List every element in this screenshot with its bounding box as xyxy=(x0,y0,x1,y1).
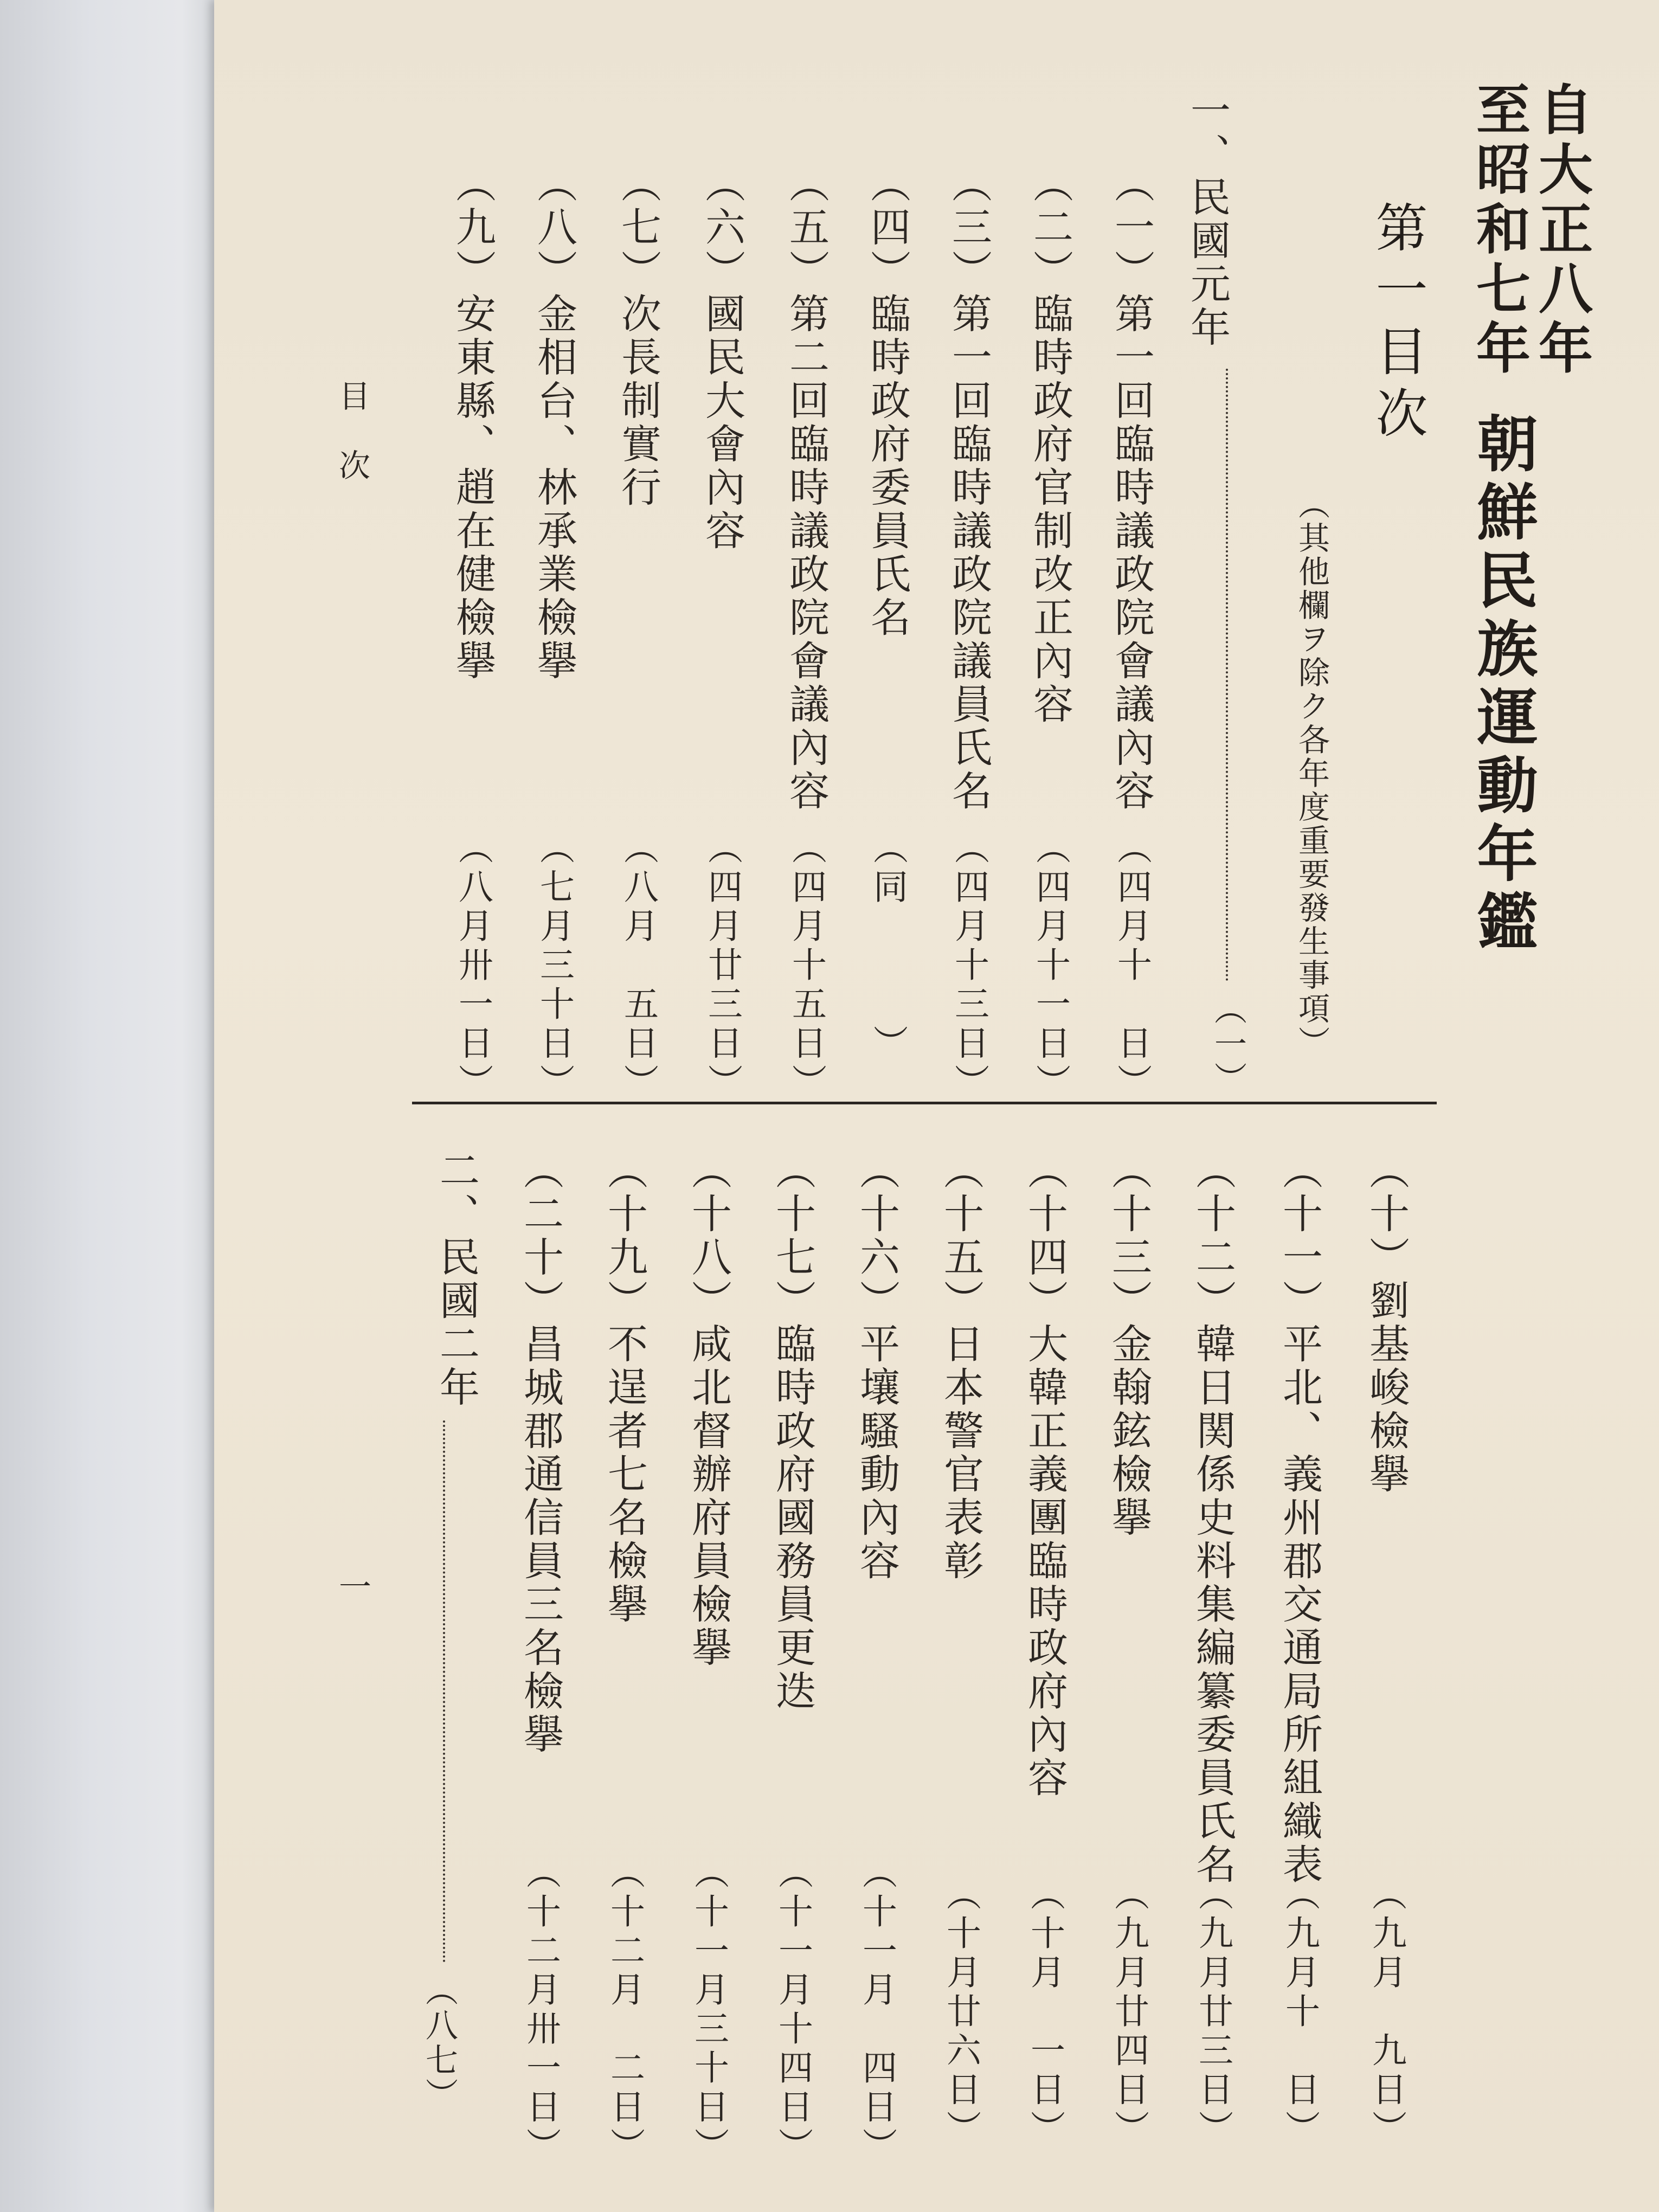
section-leader-1 xyxy=(1226,369,1228,981)
toc-entry-8: （八）金相台、林承業檢擧 xyxy=(531,163,577,683)
toc-entry-10: （十）劉基峻檢擧 xyxy=(1363,1149,1410,1496)
toc-entry-1: （一）第一回臨時議政院會議內容 xyxy=(1108,163,1155,813)
table-surface xyxy=(0,0,228,2212)
toc-entry-11: （十一）平北、義州郡交通局所組織表 xyxy=(1276,1149,1323,1887)
toc-heading: 第一目次 xyxy=(1367,201,1428,448)
section-heading-2: 二、民國二年 xyxy=(433,1149,480,1410)
toc-date-18: （十一月三十日） xyxy=(689,1854,729,2166)
toc-date-4: （同 ） xyxy=(867,829,908,1064)
toc-date-10: （九月 九日） xyxy=(1366,1876,1406,2149)
toc-date-17: （十一月十四日） xyxy=(773,1854,813,2166)
toc-entry-6: （六）國民大會內容 xyxy=(699,163,745,553)
section-heading-1: 一、民國元年 xyxy=(1184,89,1231,350)
toc-date-19: （十二月 二日） xyxy=(605,1854,645,2166)
toc-entry-3: （三）第一回臨時議政院議員氏名 xyxy=(946,163,992,813)
toc-date-20: （十二月卅一日） xyxy=(520,1854,561,2166)
toc-date-1: （四月十 日） xyxy=(1111,829,1152,1103)
page-number: 一 xyxy=(339,1568,371,1606)
toc-date-5: （四月十五日） xyxy=(786,829,826,1103)
toc-entry-19: （十九）不逞者七名檢擧 xyxy=(601,1149,648,1626)
toc-date-2: （四月十一日） xyxy=(1030,829,1070,1103)
toc-date-8: （七月三十日） xyxy=(534,829,574,1103)
toc-date-13: （九月廿四日） xyxy=(1109,1876,1149,2149)
toc-entry-9: （九）安東縣、趙在健檢擧 xyxy=(449,163,496,683)
section-page-2: （八七） xyxy=(420,1973,458,2112)
toc-entry-15: （十五）日本警官表彰 xyxy=(937,1149,984,1583)
toc-date-6: （四月廿三日） xyxy=(702,829,742,1103)
toc-entry-13: （十三）金翰鉉檢擧 xyxy=(1105,1149,1152,1540)
toc-entry-17: （十七）臨時政府國務員更迭 xyxy=(769,1149,816,1713)
toc-note: （其他欄ヲ除ク各年度重要發生事項） xyxy=(1293,488,1330,1059)
toc-date-16: （十一月 四日） xyxy=(857,1854,897,2166)
toc-date-7: （八月 五日） xyxy=(618,829,658,1103)
toc-entry-5: （五）第二回臨時議政院會議內容 xyxy=(783,163,829,813)
running-footer: 目次 xyxy=(333,380,370,518)
section-leader-2 xyxy=(443,1420,445,1963)
toc-date-14: （十月 一日） xyxy=(1025,1876,1065,2149)
toc-entry-7: （七）次長制實行 xyxy=(615,163,661,510)
toc-entry-4: （四）臨時政府委員氏名 xyxy=(864,163,911,640)
toc-entry-20: （二十）昌城郡通信員三名檢擧 xyxy=(517,1149,564,1757)
title-range-to: 至昭和七年 xyxy=(1467,81,1531,380)
toc-date-12: （九月廿三日） xyxy=(1193,1876,1233,2149)
document-title: 朝鮮民族運動年鑑 xyxy=(1467,412,1538,959)
title-range-from: 自大正八年 xyxy=(1529,81,1593,380)
toc-entry-16: （十六）平壤騷動內容 xyxy=(853,1149,900,1583)
document-page xyxy=(214,0,1659,2212)
toc-date-9: （八月卅一日） xyxy=(453,829,493,1103)
toc-date-3: （四月十三日） xyxy=(949,829,989,1103)
toc-entry-18: （十八）咸北督辦府員檢擧 xyxy=(685,1149,732,1670)
toc-date-11: （九月十 日） xyxy=(1279,1876,1320,2149)
toc-date-15: （十月廿六日） xyxy=(941,1876,981,2149)
toc-entry-14: （十四）大韓正義團臨時政府內容 xyxy=(1021,1149,1068,1800)
section-page-1: （一） xyxy=(1209,992,1247,1096)
toc-entry-12: （十二）韓日関係史料集編纂委員氏名 xyxy=(1189,1149,1236,1887)
block-divider xyxy=(412,1102,1437,1104)
toc-entry-2: （二）臨時政府官制改正內容 xyxy=(1027,163,1073,726)
